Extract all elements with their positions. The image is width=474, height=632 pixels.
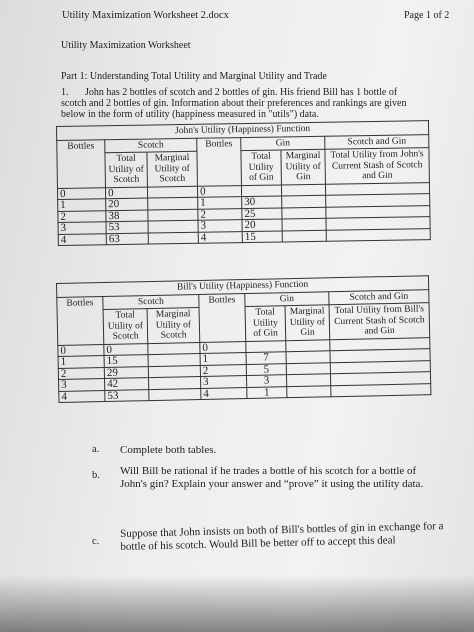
gin-bottles-header: Bottles	[199, 293, 246, 342]
table-row: 3 42 3 3	[59, 372, 431, 391]
question-a-text: Complete both tables.	[120, 444, 217, 456]
bill-table-title: Bill's Utility (Happiness) Function	[57, 276, 429, 297]
scotch-header: Scotch	[105, 138, 197, 153]
total-utility-gin-header: Total Utility of Gin	[245, 306, 286, 341]
scotch-and-gin-header: Scotch and Gin	[329, 289, 429, 305]
part-heading: Part 1: Understanding Total Utility and Marginal Utility and Trade	[61, 71, 327, 82]
question-1-text: John has 2 bottles of scotch and 2 bottles of gin. His friend Bill has 1 bottle of scotch and 2 bottles of gin. Information about their preferences and rankings are given below in the form of utility (happiness measured in "utils") data.	[61, 87, 407, 120]
question-b-letter: b.	[92, 470, 100, 481]
scotch-bottles-header: Bottles	[57, 296, 104, 345]
total-utility-gin-header: Total Utility of Gin	[241, 150, 282, 185]
gin-bottles-header: Bottles	[197, 137, 242, 186]
scotch-header: Scotch	[103, 294, 199, 310]
marginal-utility-scotch-header: Marginal Utility of Scotch	[147, 308, 200, 344]
question-c-text: Suppose that John insists on both of Bill's bottles of gin in exchange for a bottle of his scotch. Would Bill be better off to accept this deal	[120, 520, 444, 553]
question-b-text: Will Bill be rational if he trades a bottle of his scotch for a bottle of John's gin? Explain your answer and “prove” it using the utility data.	[120, 465, 424, 490]
total-utility-scotch-header: Total Utility of Scotch	[105, 152, 148, 187]
gin-header: Gin	[241, 136, 325, 151]
table-row: 1 15 1 7	[58, 349, 430, 368]
scotch-and-gin-header: Scotch and Gin	[325, 134, 429, 149]
table-row: 3 53 3 20	[58, 217, 430, 234]
question-1	[61, 87, 421, 120]
table-row: 1 20 1 30	[58, 194, 430, 211]
scotch-bottles-header: Bottles	[57, 139, 106, 188]
photo-shadow	[0, 575, 474, 632]
john-utility-table	[56, 120, 431, 246]
table-row: 0 0 0	[57, 182, 429, 199]
gin-header: Gin	[245, 291, 329, 306]
table-row: 2 29 2 5	[58, 360, 430, 379]
document-title: Utility Maximization Worksheet	[61, 40, 191, 51]
question-c-letter: c.	[92, 536, 100, 547]
table-row: 4 53 4 1	[59, 383, 431, 402]
bill-utility-table	[56, 275, 431, 403]
marginal-utility-gin-header: Marginal Utility of Gin	[281, 149, 326, 184]
john-table-title: John's Utility (Happiness) Function	[57, 121, 429, 140]
table-row: 0 0 0	[58, 337, 430, 356]
john-stash-header: Total Utility from John's Current Stash of Scotch and Gin	[325, 148, 430, 184]
table-row: 2 38 2 25	[58, 205, 430, 222]
marginal-utility-scotch-header: Marginal Utility of Scotch	[147, 151, 198, 186]
question-1-number: 1.	[61, 87, 69, 98]
table-row: 4 63 4 15	[58, 228, 430, 245]
marginal-utility-gin-header: Marginal Utility of Gin	[285, 305, 330, 340]
page-number: Page 1 of 2	[404, 10, 450, 21]
bill-stash-header: Total Utility from Bill's Current Stash of Scotch and Gin	[329, 303, 430, 340]
question-a-letter: a.	[92, 444, 100, 455]
document-filename: Utility Maximization Worksheet 2.docx	[62, 10, 229, 21]
total-utility-scotch-header: Total Utility of Scotch	[103, 309, 148, 344]
